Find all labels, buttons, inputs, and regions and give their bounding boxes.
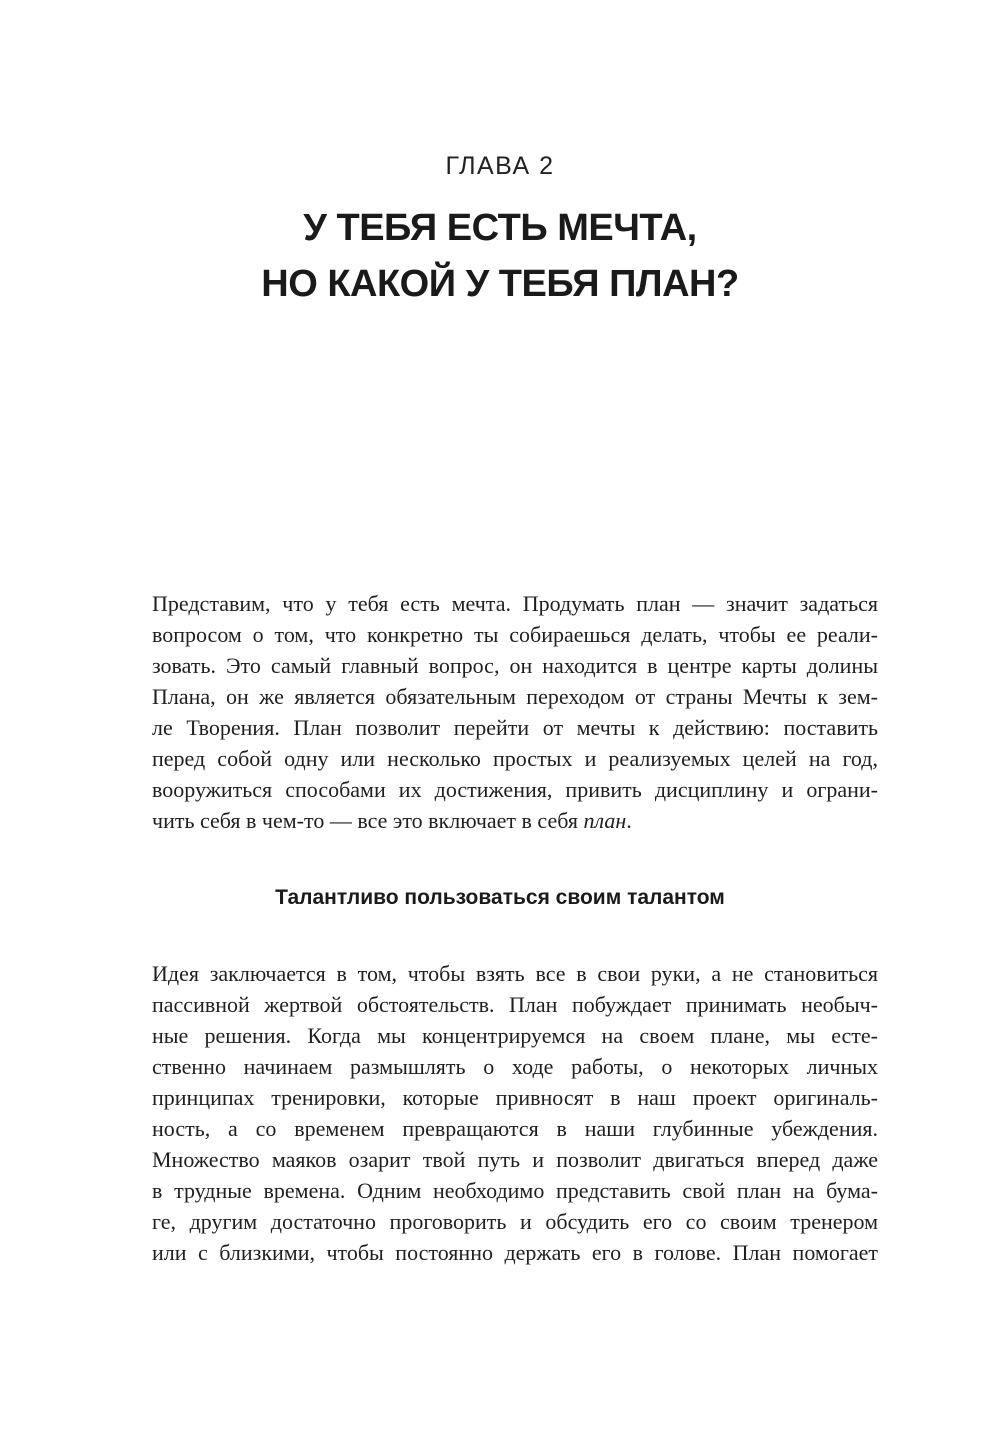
- text-line: или с близкими, чтобы постоянно держать его в голове. План помогает: [152, 1240, 878, 1265]
- emphasis-word: план: [583, 808, 627, 833]
- text-line: в трудные времена. Одним необходимо представить свой план на бума-: [152, 1178, 878, 1203]
- text-run: чить себя в чем-то — все это включает в себя: [152, 808, 584, 833]
- chapter-title-line-2: НО КАКОЙ У ТЕБЯ ПЛАН?: [261, 263, 739, 305]
- text-line: ге, другим достаточно проговорить и обсудить его со своим тренером: [152, 1209, 878, 1234]
- section-heading: Талантливо пользоваться своим талантом: [275, 886, 725, 909]
- text-line: принципах тренировки, которые привносят в наш проект оригиналь-: [152, 1085, 878, 1110]
- text-line: Представим, что у тебя есть мечта. Продумать план — значит задаться: [152, 591, 878, 616]
- text-line: перед собой одну или несколько простых и реализуемых целей на год,: [152, 746, 878, 771]
- section-paragraph: [152, 958, 878, 1268]
- text-line: вооружиться способами их достижения, привить дисциплину и ограни-: [152, 777, 878, 802]
- text-line: ственно начинаем размышлять о ходе работы, о некоторых личных: [152, 1054, 878, 1079]
- text-line: Множество маяков озарит твой путь и позволит двигаться вперед даже: [152, 1147, 878, 1172]
- chapter-label: ГЛАВА 2: [445, 152, 555, 180]
- text-line: пассивной жертвой обстоятельств. План побуждает принимать необыч-: [152, 992, 878, 1017]
- intro-paragraph: [152, 588, 878, 836]
- text-line: вопросом о том, что конкретно ты собираешься делать, чтобы ее реали-: [152, 622, 878, 647]
- text-line: Плана, он же является обязательным переходом от страны Мечты к зем-: [152, 684, 878, 709]
- text-run: .: [626, 808, 632, 833]
- text-line-last: [152, 805, 878, 836]
- text-line: ле Творения. План позволит перейти от мечты к действию: поставить: [152, 715, 878, 740]
- text-line: зовать. Это самый главный вопрос, он находится в центре карты долины: [152, 653, 878, 678]
- chapter-title: [0, 200, 1000, 312]
- text-line: ность, а со временем превращаются в наши глубинные убеждения.: [152, 1116, 878, 1141]
- chapter-title-line-1: У ТЕБЯ ЕСТЬ МЕЧТА,: [303, 207, 697, 249]
- text-line: Идея заключается в том, чтобы взять все в свои руки, а не становиться: [152, 961, 878, 986]
- text-line: ные решения. Когда мы концентрируемся на своем плане, мы есте-: [152, 1023, 878, 1048]
